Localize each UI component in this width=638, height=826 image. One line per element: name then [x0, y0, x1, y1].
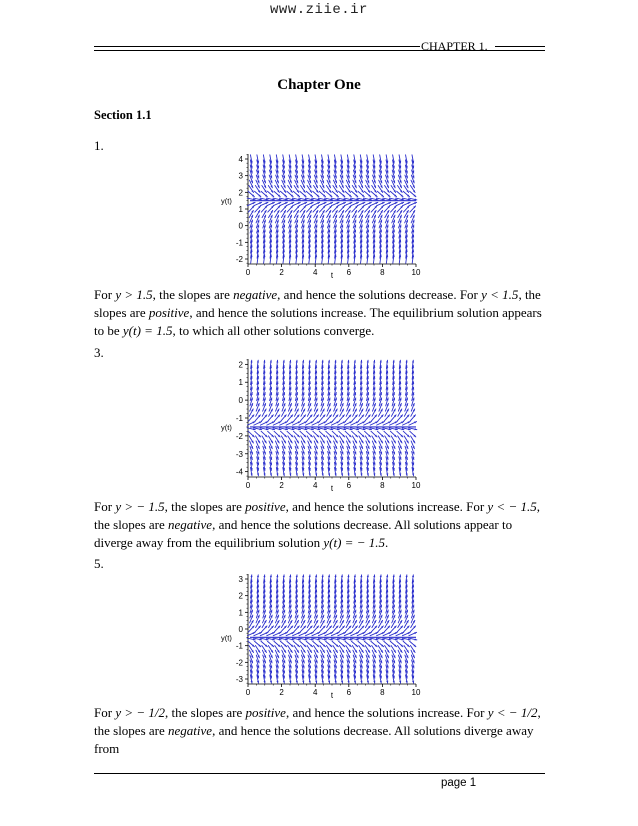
x-tick-label: 0	[245, 688, 251, 697]
slope-arrowhead	[303, 181, 305, 183]
slope-arrowhead	[270, 181, 272, 183]
problem-number: 1.	[94, 138, 104, 153]
x-tick-label: 8	[380, 268, 385, 277]
chapter-title: Chapter One	[277, 77, 361, 93]
slope-arrowhead	[264, 181, 266, 183]
emphasis: negative	[168, 517, 213, 532]
slope-arrowhead	[367, 181, 369, 183]
y-tick-label: 4	[238, 155, 243, 164]
slope-arrowhead	[257, 181, 259, 183]
slope-arrowhead	[315, 181, 317, 183]
problem-text	[94, 286, 546, 340]
x-tick-label: 8	[380, 688, 385, 697]
y-tick-label: -1	[235, 238, 243, 248]
x-axis-label: t	[330, 271, 334, 280]
x-tick-label: 4	[312, 268, 318, 277]
y-axis-label: y(t)	[221, 422, 232, 432]
direction-field-plot-1	[218, 150, 424, 280]
x-tick-label: 0	[245, 481, 251, 490]
x-tick-label: 10	[411, 268, 421, 277]
x-tick-label: 6	[346, 481, 352, 490]
y-tick-label: -2	[235, 658, 243, 668]
x-tick-label: 4	[312, 481, 318, 490]
y-tick-label: -4	[235, 467, 243, 477]
slope-arrowhead	[393, 181, 395, 183]
y-tick-label: 0	[238, 396, 243, 406]
y-tick-label: 0	[238, 625, 243, 634]
direction-field-plot-2	[218, 355, 424, 493]
y-tick-label: -3	[235, 675, 243, 684]
x-tick-label: 6	[346, 688, 352, 697]
emphasis: negative	[233, 287, 278, 302]
y-tick-label: -3	[235, 449, 243, 459]
slope-arrowhead	[283, 181, 285, 183]
x-tick-label: 2	[279, 688, 284, 697]
slope-field	[247, 360, 417, 476]
emphasis: positive	[245, 499, 286, 514]
y-tick-label: -1	[235, 414, 243, 423]
slope-arrowheads	[250, 360, 416, 476]
slope-arrowhead	[251, 181, 253, 183]
math-expression: y < − 1.5	[487, 499, 537, 514]
y-tick-label: -2	[235, 431, 243, 441]
slope-arrowhead	[341, 181, 343, 183]
direction-field-plot-3	[218, 570, 424, 700]
slope-arrowhead	[335, 181, 337, 183]
problem-1-paragraph: For y > 1.5, the slopes are negative, and hence the solutions decrease. For y < 1.5, the slopes are positive, and hence the solutions increase. The equilibrium solution appears to be y(t) = 1.5, to which all other solutions converge.	[94, 287, 542, 338]
y-tick-label: 2	[238, 188, 243, 198]
slope-arrowhead	[374, 181, 376, 183]
y-tick-label: 3	[238, 575, 243, 584]
math-expression: y < − 1/2	[487, 705, 538, 720]
math-expression: y < 1.5	[481, 287, 519, 302]
emphasis: negative	[168, 723, 213, 738]
emphasis: positive	[148, 305, 190, 320]
slope-arrowhead	[387, 181, 389, 183]
problem-number: 3.	[94, 345, 104, 360]
slope-arrowheads	[250, 575, 416, 683]
slope-field	[247, 155, 417, 263]
y-axis-label: y(t)	[221, 196, 232, 206]
y-tick-label: 2	[238, 591, 243, 601]
problem-5-paragraph: For y > − 1/2, the slopes are positive, and hence the solutions increase. For y < − 1/2, the slopes are negative, and hence the solutions decrease. All solutions diverge away from	[94, 705, 541, 756]
math-expression: y > − 1.5	[115, 499, 165, 514]
slope-arrowhead	[380, 181, 382, 183]
x-axis-label: t	[330, 484, 334, 493]
slope-arrowhead	[322, 181, 324, 183]
x-tick-label: 0	[245, 268, 251, 277]
slope-arrowhead	[361, 181, 363, 183]
x-tick-label: 2	[279, 268, 284, 277]
header-rule-right	[495, 46, 545, 47]
y-tick-label: 1	[238, 608, 243, 618]
y-tick-label: -2	[235, 255, 243, 264]
math-expression: y > 1.5	[115, 287, 153, 302]
math-expression: y(t) = − 1.5	[323, 535, 385, 550]
slope-arrowhead	[354, 181, 356, 183]
slope-arrowhead	[406, 181, 408, 183]
watermark: www.ziie.ir	[270, 2, 368, 18]
slope-arrowhead	[328, 181, 330, 183]
math-expression: positive	[245, 705, 286, 720]
slope-arrowhead	[309, 181, 311, 183]
y-tick-label: 3	[238, 171, 243, 181]
y-tick-label: -1	[235, 641, 243, 651]
x-tick-label: 2	[279, 481, 284, 490]
x-tick-label: 10	[411, 688, 421, 697]
math-expression: y(t) = 1.5	[122, 323, 173, 338]
y-axis-label: y(t)	[221, 633, 232, 643]
page-number: page 1	[441, 777, 477, 789]
y-tick-label: 2	[238, 360, 243, 370]
x-tick-label: 6	[346, 268, 352, 277]
x-tick-label: 8	[380, 481, 385, 490]
slope-arrowhead	[412, 181, 414, 183]
header-rule-top	[94, 46, 420, 47]
slope-arrowhead	[348, 181, 350, 183]
problem-number: 5.	[94, 556, 104, 571]
x-axis-label: t	[330, 691, 334, 700]
problem-text	[94, 498, 546, 552]
slope-arrowhead	[277, 181, 279, 183]
x-tick-label: 4	[312, 688, 318, 697]
footer-rule	[94, 773, 545, 774]
slope-arrowhead	[296, 181, 298, 183]
slope-arrowhead	[290, 181, 292, 183]
slope-arrowhead	[399, 181, 401, 183]
x-tick-label: 10	[411, 481, 421, 490]
y-tick-label: 0	[238, 221, 243, 231]
math-expression: y > − 1/2	[115, 705, 165, 720]
problem-3-paragraph: For y > − 1.5, the slopes are positive, and hence the solutions increase. For y < − 1.5, the slopes are negative, and hence the solutions decrease. All solutions appear to diverge away from the equilibrium solution y(t) = − 1.5.	[94, 499, 540, 550]
slope-field	[247, 575, 417, 683]
section-heading: Section 1.1	[94, 108, 152, 122]
y-tick-label: 1	[238, 205, 243, 214]
chapter-header-label: CHAPTER 1.	[421, 39, 488, 53]
y-tick-label: 1	[238, 378, 243, 388]
problem-text	[94, 704, 546, 758]
